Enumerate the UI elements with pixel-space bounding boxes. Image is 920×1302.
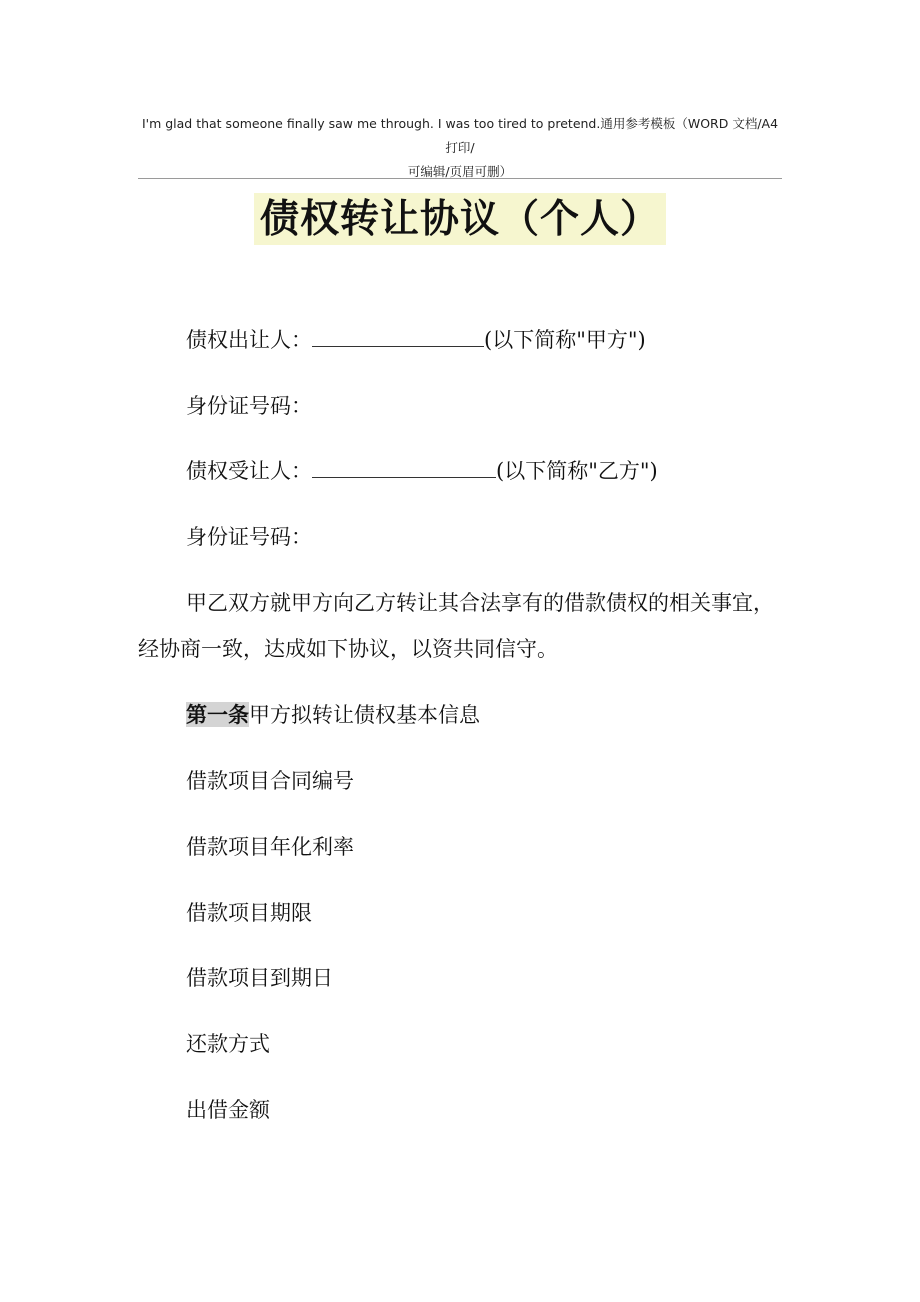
title-container [0, 193, 920, 245]
article-1-number: 第一条 [186, 702, 249, 727]
assignor-line [138, 325, 830, 355]
list-item: 借款项目合同编号 [186, 769, 354, 793]
list-item: 借款项目到期日 [186, 966, 333, 990]
article-1-heading [138, 700, 830, 730]
assignee-id-label: 身份证号码： [186, 525, 312, 549]
page-header [138, 112, 782, 184]
intro-text: 甲乙双方就甲方向乙方转让其合法享有的借款债权的相关事宜，经协商一致，达成如下协议，以资共同信守。 [138, 591, 774, 661]
assignor-id-label: 身份证号码： [186, 394, 312, 418]
assignee-suffix: (以下简称"乙方") [496, 459, 658, 483]
assignee-line [138, 456, 830, 486]
list-item: 出借金额 [186, 1098, 270, 1122]
header-divider [138, 178, 782, 179]
intro-paragraph [138, 580, 782, 672]
assignor-suffix: (以下简称"甲方") [484, 328, 646, 352]
list-item: 借款项目期限 [186, 901, 312, 925]
list-item: 借款项目年化利率 [186, 835, 354, 859]
assignor-id-line [138, 391, 830, 421]
assignee-blank [312, 459, 496, 478]
header-line-2: 可编辑/页眉可删） [407, 164, 513, 179]
document-title: 债权转让协议（个人） [254, 193, 666, 245]
assignee-label: 债权受让人： [186, 459, 312, 483]
header-line-1: I'm glad that someone finally saw me through. I was too tired to pretend.通用参考模板（WORD 文档/A4 打印/ [141, 116, 779, 155]
assignor-blank [312, 328, 484, 347]
list-item: 还款方式 [186, 1032, 270, 1056]
article-1-title: 甲方拟转让债权基本信息 [249, 703, 480, 727]
assignee-id-line [138, 522, 830, 552]
assignor-label: 债权出让人： [186, 328, 312, 352]
